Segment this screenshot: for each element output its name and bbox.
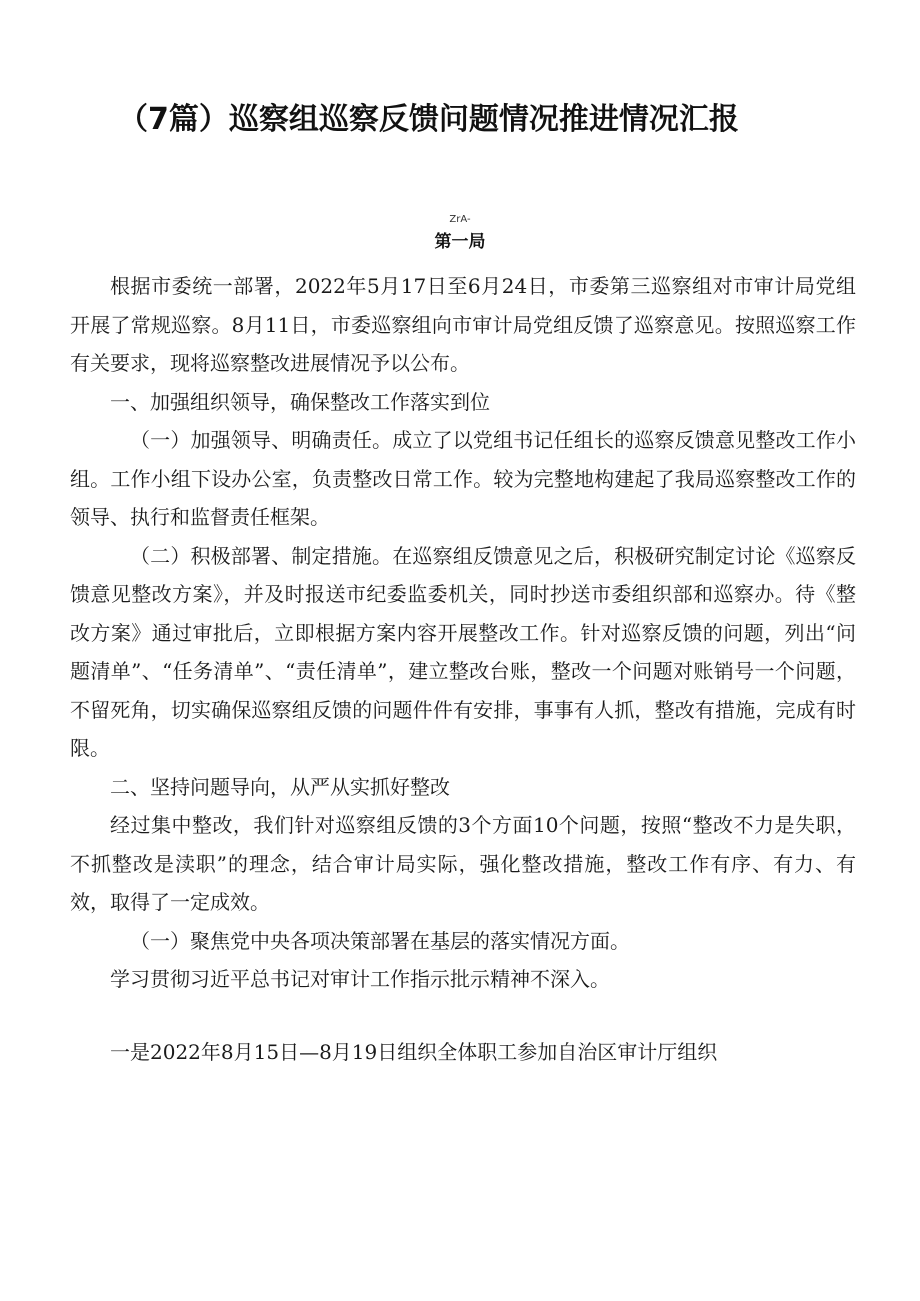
- document-body: [70, 267, 856, 1071]
- heading-section-two: 二、坚持问题导向，从严从实抓好整改: [110, 774, 450, 799]
- paragraph-intro: 根据市委统一部署，2022年5月17日至6月24日，市委第三巡察组对市审计局党组开展了常规巡察。8月11日，市委巡察组向市审计局党组反馈了巡察意见。按照巡察工作有关要求，现将巡察整改进展情况予以公布。: [70, 274, 856, 375]
- section-subtitle: 第一局: [434, 232, 486, 252]
- paragraph-first-measure: 一是2022年8月15日—8月19日组织全体职工参加自治区审计厅组织: [110, 1039, 718, 1064]
- heading-section-one: 一、加强组织领导，确保整改工作落实到位: [110, 389, 490, 414]
- paragraph-gap: [70, 999, 856, 1033]
- paragraph-subsection-one: （一）聚焦党中央各项决策部署在基层的落实情况方面。: [130, 928, 630, 953]
- paragraph-measures: （二）积极部署、制定措施。在巡察组反馈意见之后，积极研究制定讨论《巡察反馈意见整改方案》，并及时报送市纪委监委机关，同时抄送市委组织部和巡察办。待《整改方案》通过审批后，立即根据方案内容开展整改工作。针对巡察反馈的问题，列出“问题清单”、“任务清单”、“责任清单”，建立整改台账，整改一个问题对账销号一个问题，不留死角，切实确保巡察组反馈的问题件件有安排，事事有人抓，整改有措施，完成有时限。: [70, 543, 856, 760]
- document-title: （7篇）巡察组巡察反馈问题情况推进情况汇报: [118, 102, 739, 137]
- paragraph-study-issue: 学习贯彻习近平总书记对审计工作指示批示精神不深入。: [110, 967, 610, 991]
- small-mark: ZrA-: [449, 214, 471, 225]
- paragraph-rectification: 经过集中整改，我们针对巡察组反馈的3个方面10个问题，按照“整改不力是失职，不抓整改是渎职”的理念，结合审计局实际，强化整改措施，整改工作有序、有力、有效，取得了一定成效。: [70, 813, 856, 914]
- paragraph-leadership: （一）加强领导、明确责任。成立了以党组书记任组长的巡察反馈意见整改工作小组。工作小组下设办公室，负责整改日常工作。较为完整地构建起了我局巡察整改工作的领导、执行和监督责任框架。: [70, 428, 856, 529]
